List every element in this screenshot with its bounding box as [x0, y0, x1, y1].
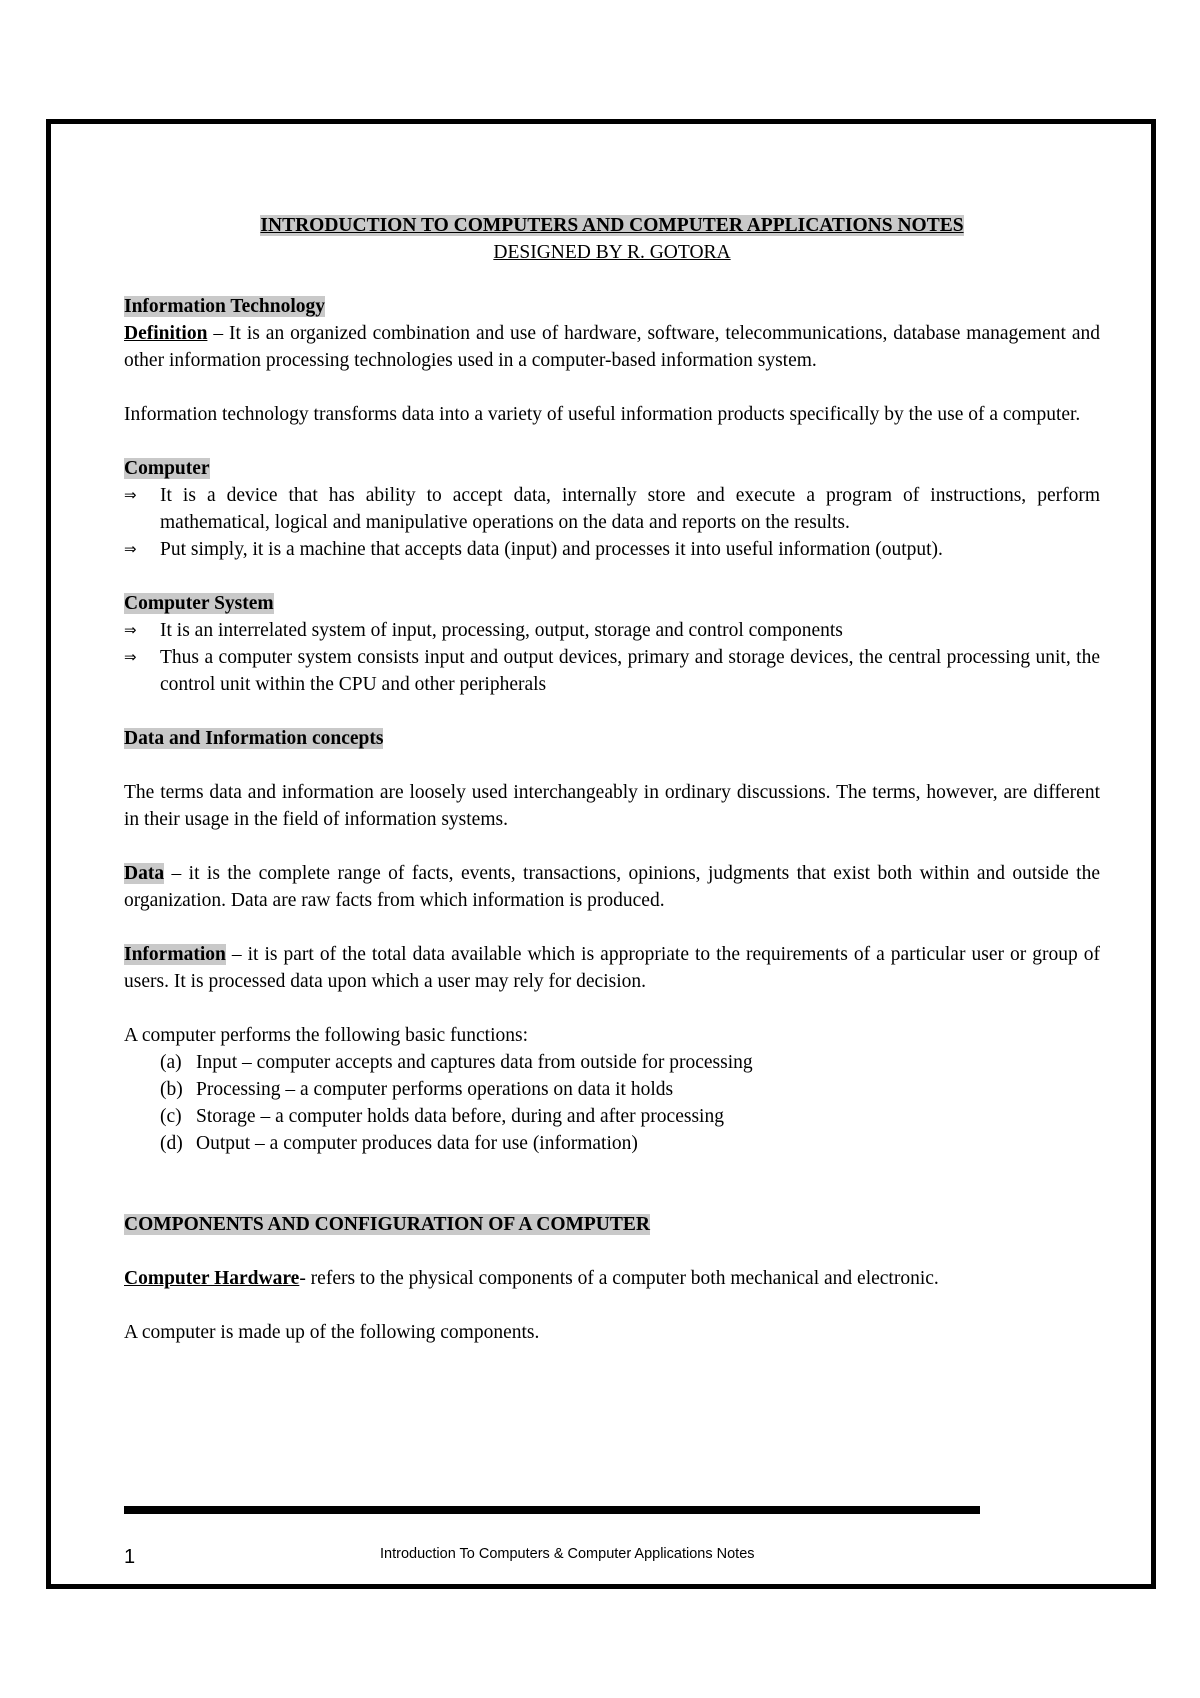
- bullet-text: It is an interrelated system of input, processing, output, storage and control components: [160, 620, 843, 641]
- section-heading: Computer System: [124, 593, 274, 614]
- page-number: 1: [124, 1546, 136, 1568]
- section-components: [124, 1211, 1100, 1346]
- arrow-bullet-icon: ⇒: [124, 540, 137, 558]
- document-title: INTRODUCTION TO COMPUTERS AND COMPUTER APPLICATIONS NOTES: [260, 215, 964, 236]
- item-text: Storage – a computer holds data before, during and after processing: [196, 1106, 724, 1127]
- document-author: DESIGNED BY R. GOTORA: [493, 242, 731, 263]
- section-heading: Data and Information concepts: [124, 728, 384, 749]
- list-item: [160, 1103, 1100, 1130]
- data-text: – it is the complete range of facts, events, transactions, opinions, judgments that exist both within and outside the organization. Data are raw facts from which information is produced.: [124, 863, 1100, 911]
- list-item: [124, 617, 1100, 644]
- list-item: [160, 1076, 1100, 1103]
- item-label: (a): [160, 1052, 182, 1073]
- bullet-text: Thus a computer system consists input and output devices, primary and storage devices, the central processing unit, the control unit within the CPU and other peripherals: [160, 647, 1100, 695]
- list-item: [124, 644, 1100, 698]
- hardware-paragraph: [124, 1265, 1100, 1292]
- section-heading: Computer: [124, 458, 210, 479]
- document-body: [124, 212, 1100, 1346]
- section-computer-system: [124, 590, 1100, 698]
- data-paragraph: [124, 860, 1100, 914]
- arrow-bullet-icon: ⇒: [124, 648, 137, 666]
- item-text: Processing – a computer performs operations on data it holds: [196, 1079, 674, 1100]
- information-text: – it is part of the total data available which is appropriate to the requirements of a particular user or group of users. It is processed data upon which a user may rely for decision.: [124, 944, 1100, 992]
- definition-label: Definition: [124, 323, 208, 344]
- arrow-bullet-icon: ⇒: [124, 621, 137, 639]
- functions-list: [124, 1049, 1100, 1157]
- components-closing: A computer is made up of the following components.: [124, 1322, 540, 1343]
- section-data-information: [124, 725, 1100, 995]
- bullet-text: It is a device that has ability to accept data, internally store and execute a program of instructions, perform mathematical, logical and manipulative operations on the data and reports on the results.: [160, 485, 1100, 533]
- document-header: [124, 212, 1100, 266]
- definition-text: – It is an organized combination and use of hardware, software, telecommunications, database management and other information processing technologies used in a computer-based information system.: [124, 323, 1100, 371]
- definition-paragraph: [124, 320, 1100, 374]
- bullet-text: Put simply, it is a machine that accepts data (input) and processes it into useful information (output).: [160, 539, 943, 560]
- it-paragraph: Information technology transforms data into a variety of useful information products specifically by the use of a computer.: [124, 404, 1081, 425]
- item-text: Output – a computer produces data for use (information): [196, 1133, 638, 1154]
- item-label: (d): [160, 1133, 183, 1154]
- section-heading: COMPONENTS AND CONFIGURATION OF A COMPUTER: [124, 1214, 650, 1235]
- computer-bullets: [124, 482, 1100, 563]
- data-info-intro: The terms data and information are loosely used interchangeably in ordinary discussions. The terms, however, are different in their usage in the field of information systems.: [124, 782, 1100, 830]
- section-computer: [124, 455, 1100, 563]
- information-label: Information: [124, 944, 226, 965]
- item-text: Input – computer accepts and captures data from outside for processing: [196, 1052, 753, 1073]
- list-item: [124, 482, 1100, 536]
- list-item: [160, 1130, 1100, 1157]
- system-bullets: [124, 617, 1100, 698]
- hardware-label: Computer Hardware: [124, 1268, 300, 1289]
- section-heading: Information Technology: [124, 296, 325, 317]
- functions-intro: A computer performs the following basic functions:: [124, 1025, 528, 1046]
- list-item: [160, 1049, 1100, 1076]
- hardware-text: - refers to the physical components of a computer both mechanical and electronic.: [299, 1268, 939, 1289]
- information-paragraph: [124, 941, 1100, 995]
- footer-rule: [124, 1506, 980, 1514]
- item-label: (c): [160, 1106, 182, 1127]
- section-functions: [124, 1022, 1100, 1157]
- list-item: [124, 536, 1100, 563]
- item-label: (b): [160, 1079, 183, 1100]
- section-information-technology: [124, 293, 1100, 428]
- footer-text: Introduction To Computers & Computer Applications Notes: [380, 1546, 755, 1562]
- data-label: Data: [124, 863, 165, 884]
- arrow-bullet-icon: ⇒: [124, 486, 137, 504]
